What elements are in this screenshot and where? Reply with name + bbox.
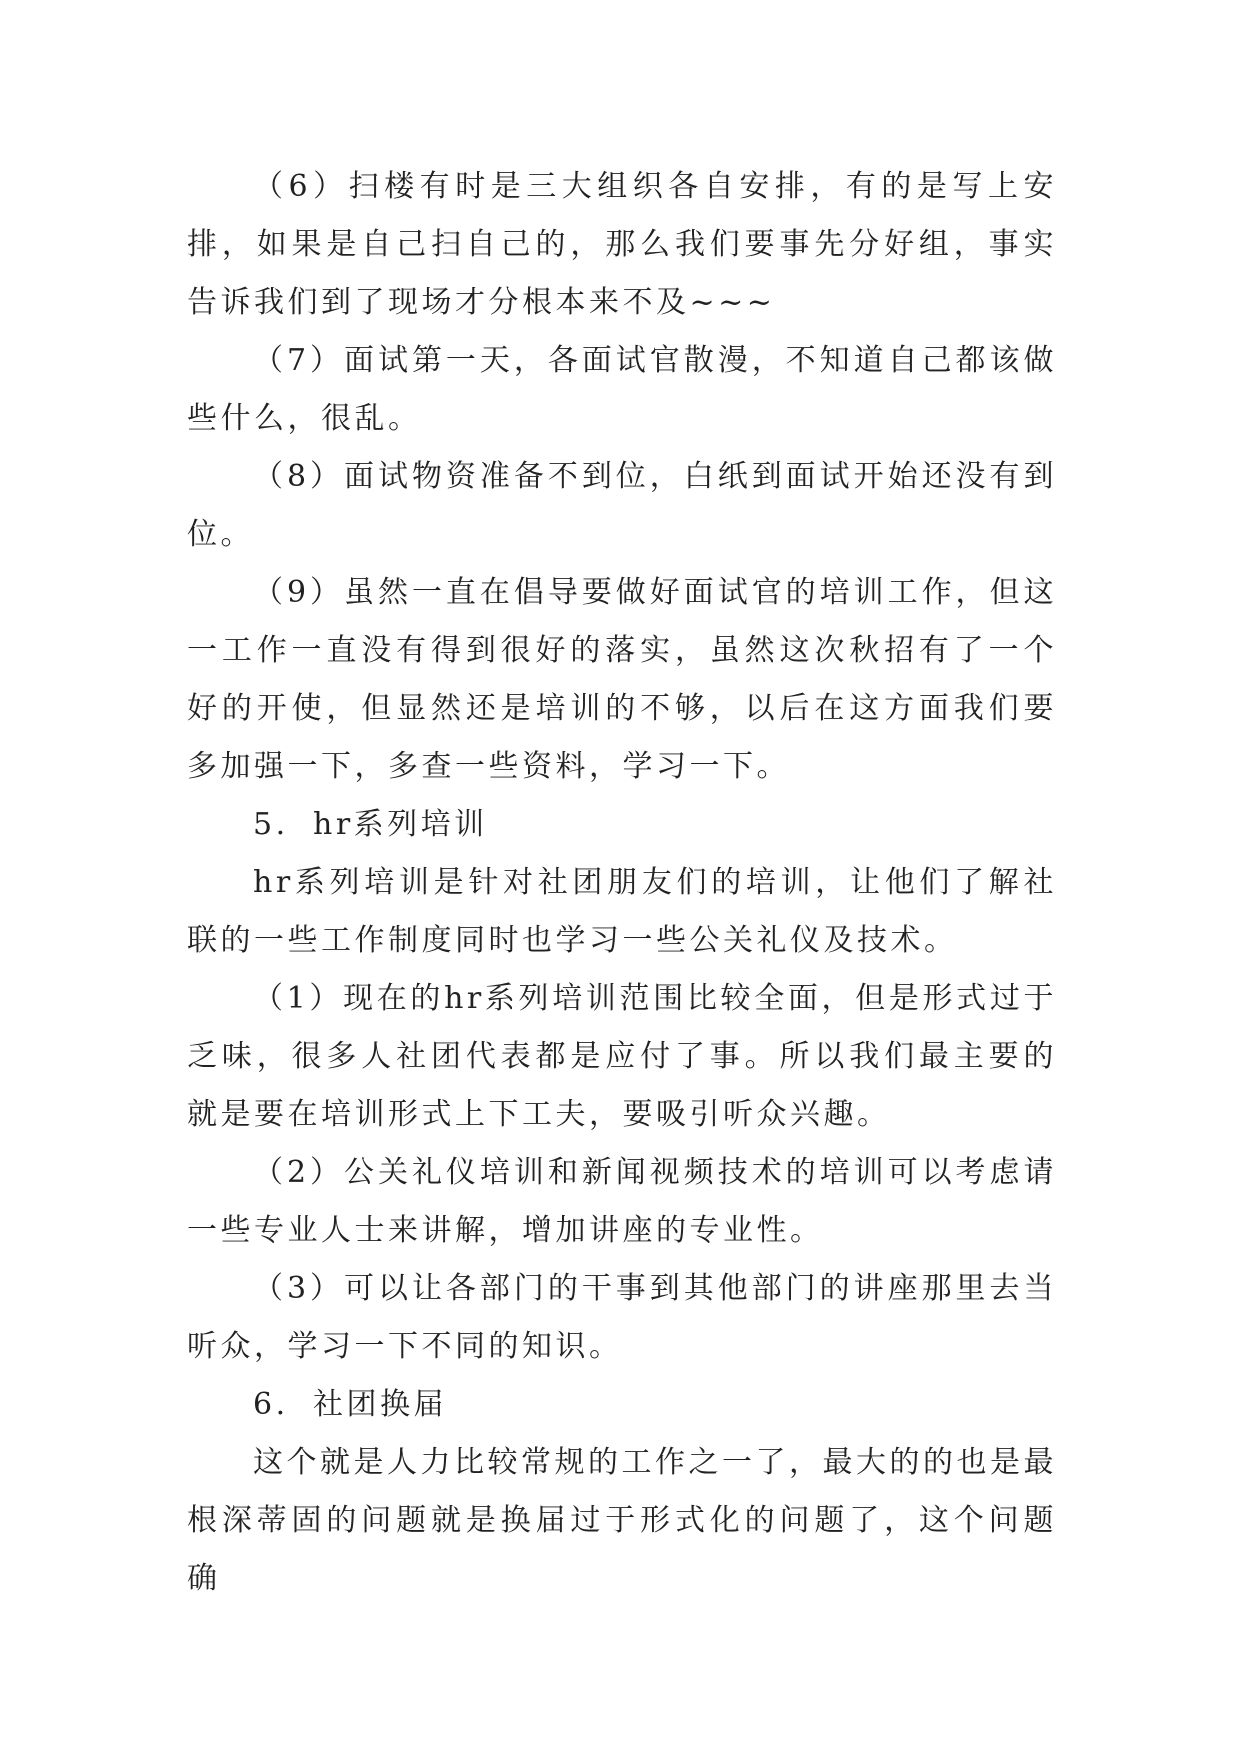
paragraph-item-6: （6）扫楼有时是三大组织各自安排，有的是写上安排，如果是自己扫自己的，那么我们要事先分好组，事实告诉我们到了现场才分根本来不及~~~ (187, 169, 1057, 320)
section-number: 6. (253, 1387, 289, 1422)
paragraph-item-9: （9）虽然一直在倡导要做好面试官的培训工作，但这一工作一直没有得到很好的落实，虽然这次秋招有了一个好的开使，但显然还是培训的不够，以后在这方面我们要多加强一下，多查一些资料，学习一下。 (187, 575, 1057, 784)
section-heading-5 (187, 796, 1057, 854)
section-title: hr系列培训 (313, 807, 488, 842)
paragraph-hr-item-1: （1）现在的hr系列培训范围比较全面，但是形式过于乏味，很多人社团代表都是应付了事。所以我们最主要的就是要在培训形式上下工夫，要吸引听众兴趣。 (187, 981, 1057, 1132)
section-number: 5. (253, 807, 289, 842)
paragraph-item-8: （8）面试物资准备不到位，白纸到面试开始还没有到位。 (187, 459, 1057, 552)
paragraph-club-transition: 这个就是人力比较常规的工作之一了，最大的的也是最根深蒂固的问题就是换届过于形式化的问题了，这个问题确 (187, 1445, 1057, 1596)
paragraph-item-7: （7）面试第一天，各面试官散漫，不知道自己都该做些什么，很乱。 (187, 343, 1057, 436)
document-body (187, 158, 1057, 1608)
section-heading-6 (187, 1376, 1057, 1434)
section-title: 社团换届 (313, 1387, 447, 1422)
paragraph-hr-intro: hr系列培训是针对社团朋友们的培训，让他们了解社联的一些工作制度同时也学习一些公关礼仪及技术。 (187, 865, 1057, 958)
paragraph-hr-item-3: （3）可以让各部门的干事到其他部门的讲座那里去当听众，学习一下不同的知识。 (187, 1271, 1057, 1364)
paragraph-hr-item-2: （2）公关礼仪培训和新闻视频技术的培训可以考虑请一些专业人士来讲解，增加讲座的专业性。 (187, 1155, 1057, 1248)
